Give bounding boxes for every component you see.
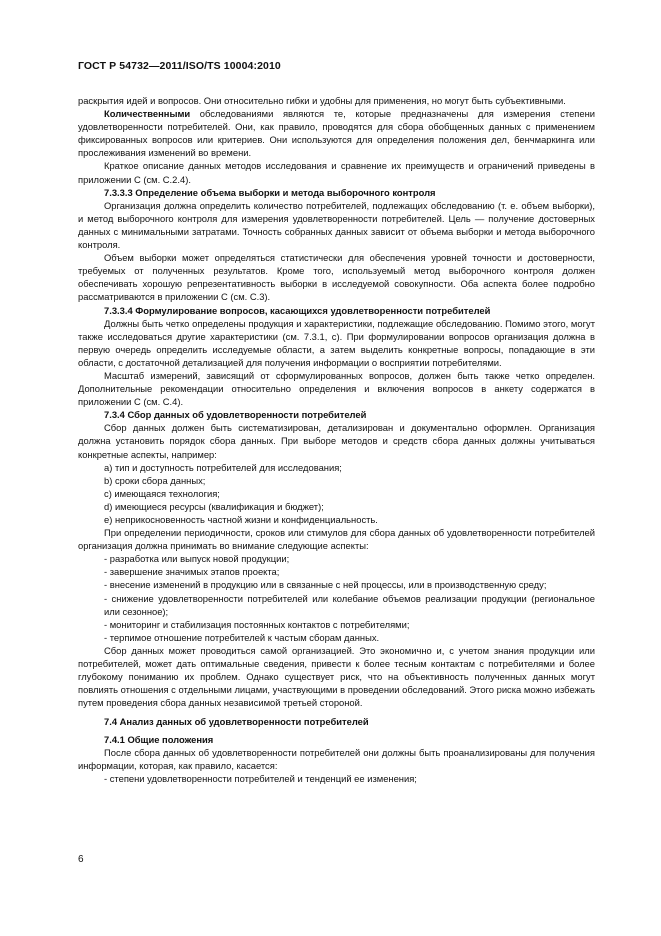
bold-term: Количественными bbox=[104, 108, 191, 120]
dash-list-item: - внесение изменений в продукцию или в связанные с ней процессы, или в производственную среду; bbox=[104, 579, 547, 591]
dash-list-item: - терпимое отношение потребителей к частым сборам данных. bbox=[104, 631, 380, 643]
paragraph-text: обследованиями являются те, которые предназначены для измерения степени удовлетворенности потребителей. Они, как правило, проводятся для сбора обобщенных данных с применением фиксированных вопросов или критериев. Они используются для определения положения дел, бенчмаркинга или прослеживания изменений во времени. bbox=[78, 108, 595, 159]
page-header: ГОСТ Р 54732—2011/ISO/TS 10004:2010 bbox=[78, 60, 281, 72]
dash-list-item: - мониторинг и стабилизация постоянных контактов с потребителями; bbox=[104, 618, 410, 630]
paragraph: После сбора данных об удовлетворенности потребителей они должны быть проанализированы для получения информации, которая, как правило, касается: bbox=[78, 746, 595, 771]
page-body bbox=[78, 94, 595, 785]
section-heading-7-3-3-3: 7.3.3.3 Определение объема выборки и метода выборочного контроля bbox=[104, 186, 436, 198]
list-item: d) имеющиеся ресурсы (квалификация и бюджет); bbox=[104, 500, 324, 512]
section-heading-7-3-3-4: 7.3.3.4 Формулирование вопросов, касающихся удовлетворенности потребителей bbox=[104, 304, 491, 316]
paragraph: Объем выборки может определяться статистически для обеспечения уровней точности и достоверности, требуемых от полученных результатов. Кроме того, используемый метод выборочного контроля должен обеспечивать хорошую репрезентативность выборки в исследуемой совокупности. Оба аспекта более подробно рассматриваются в приложении С (см. С.3). bbox=[78, 252, 595, 303]
section-heading-7-4: 7.4 Анализ данных об удовлетворенности потребителей bbox=[104, 716, 369, 728]
dash-list-item: - степени удовлетворенности потребителей и тенденций ее изменения; bbox=[104, 772, 417, 784]
paragraph: Должны быть четко определены продукция и характеристики, подлежащие обследованию. Помимо этого, могут также исследоваться другие характеристики (см. 7.3.1, с). При формулировании вопросов организация должна в первую очередь определить исследуемые области, а затем выделить конкретные вопросы, попадающие в эти области, с достаточной детализацией для получения информации о восприятии потребителями. bbox=[78, 317, 595, 368]
paragraph: Сбор данных должен быть систематизирован, детализирован и документально оформлен. Организация должна установить порядок сбора данных. При выборе методов и средств сбора данных должны учитываться конкретные аспекты, например: bbox=[78, 422, 595, 460]
paragraph: Сбор данных может проводиться самой организацией. Это экономично и, с учетом знания продукции или потребителей, может дать оптимальные сведения, привести к более тесным контактам с потребителями и более глубокому пониманию их проблем. Однако существует риск, что на объективность полученных данных могут повлиять отношения с отдельными лицами, участвующими в проведении обследований. Этого риска можно избежать путем проведения сбора данных независимой третьей стороной. bbox=[78, 644, 595, 709]
list-item: b) сроки сбора данных; bbox=[104, 474, 206, 486]
list-item: c) имеющаяся технология; bbox=[104, 487, 220, 499]
paragraph: Краткое описание данных методов исследования и сравнение их преимуществ и ограничений приведены в приложении С (см. С.2.4). bbox=[78, 160, 595, 185]
paragraph: Организация должна определить количество потребителей, подлежащих обследованию (т. е. объем выборки), и метод выборочного контроля для измерения удовлетворенности потребителей. Цель — получение достоверных данных с минимальными затратами. Точность собранных данных зависит от объема выборки и метода выборочного контроля. bbox=[78, 199, 595, 251]
paragraph: Масштаб измерений, зависящий от сформулированных вопросов, должен быть также четко определен. Дополнительные рекомендации относительно определения и включения вопросов в анкету содержатся в приложении С (см. С.4). bbox=[78, 369, 595, 408]
paragraph: раскрытия идей и вопросов. Они относительно гибки и удобны для применения, но могут быть субъективными. bbox=[78, 95, 566, 106]
list-item: e) неприкосновенность частной жизни и конфиденциальность. bbox=[104, 514, 378, 525]
section-heading-7-3-4: 7.3.4 Сбор данных об удовлетворенности потребителей bbox=[104, 409, 367, 421]
page-number: 6 bbox=[78, 854, 84, 865]
dash-list-item: - снижение удовлетворенности потребителей или колебание объемов реализации продукции (региональное или сезонное); bbox=[104, 592, 595, 617]
section-heading-7-4-1: 7.4.1 Общие положения bbox=[104, 733, 214, 745]
list-item: a) тип и доступность потребителей для исследования; bbox=[104, 461, 342, 473]
dash-list-item: - завершение значимых этапов проекта; bbox=[104, 566, 280, 578]
dash-list-item: - разработка или выпуск новой продукции; bbox=[104, 553, 290, 565]
paragraph: При определении периодичности, сроков или стимулов для сбора данных об удовлетворенности потребителей организация должна принимать во внимание следующие аспекты: bbox=[78, 527, 595, 552]
paragraph bbox=[78, 107, 595, 159]
